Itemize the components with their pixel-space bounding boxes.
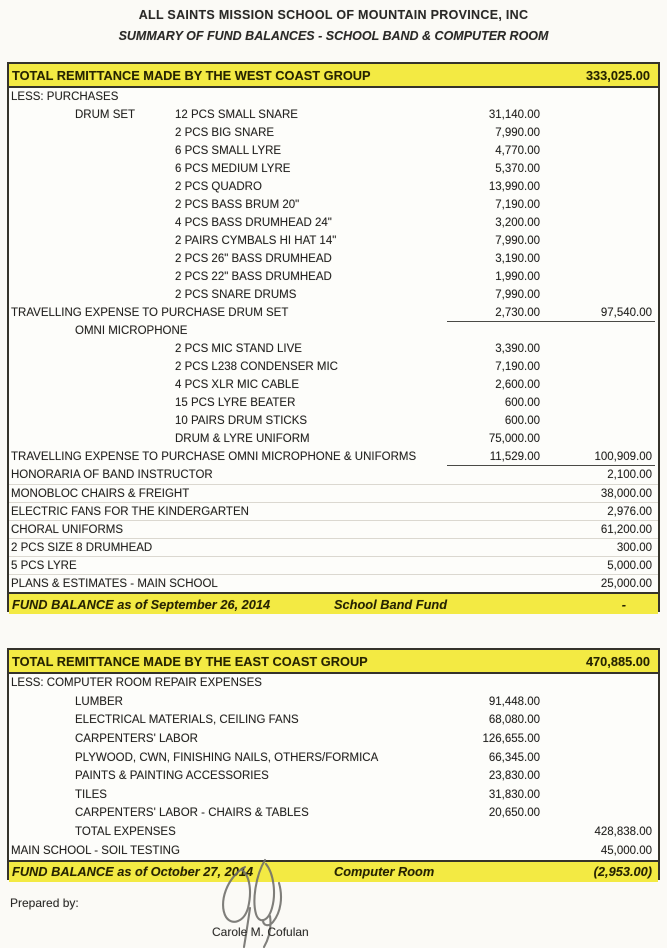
row-label: 12 PCS SMALL SNARE — [175, 109, 298, 121]
row-label: 2 PCS BIG SNARE — [175, 127, 275, 139]
table-row — [9, 358, 658, 376]
row-label: HONORARIA OF BAND INSTRUCTOR — [11, 469, 213, 481]
table-row — [9, 142, 658, 160]
row-amount-col1: 1,990.00 — [495, 271, 540, 283]
row-label: LESS: PURCHASES — [11, 91, 119, 103]
table-row — [9, 214, 658, 232]
document-subtitle: SUMMARY OF FUND BALANCES - SCHOOL BAND & COMPUTER ROOM — [118, 29, 549, 43]
row-amount-col2: 100,909.00 — [594, 451, 652, 463]
row-label: 10 PAIRS DRUM STICKS — [175, 415, 308, 427]
row-amount-col1: 3,200.00 — [495, 217, 540, 229]
table-row — [9, 178, 658, 196]
row-amount-col1: 7,190.00 — [495, 199, 540, 211]
row-label: 6 PCS MEDIUM LYRE — [175, 163, 291, 175]
row-label: 2 PCS L238 CONDENSER MIC — [175, 361, 338, 373]
row-label: 2 PCS 26" BASS DRUMHEAD — [175, 253, 332, 265]
table-row — [9, 322, 658, 340]
row-label: 15 PCS LYRE BEATER — [175, 397, 296, 409]
row-amount-col1: 7,990.00 — [495, 127, 540, 139]
row-label: 2 PCS SNARE DRUMS — [175, 289, 297, 301]
fund-table-west-coast — [7, 62, 660, 612]
row-label: CHORAL UNIFORMS — [11, 523, 124, 536]
fund-table-east-coast — [7, 648, 660, 880]
row-amount-col1: 11,529.00 — [489, 451, 540, 463]
row-label: TOTAL EXPENSES — [75, 826, 176, 839]
row-amount-col1: 3,390.00 — [495, 343, 540, 355]
row-amount-col2: 300.00 — [616, 541, 652, 554]
row-label: 2 PCS 22" BASS DRUMHEAD — [175, 271, 332, 283]
row-amount-col1: 13,990.00 — [488, 181, 540, 193]
table-row — [9, 394, 658, 412]
row-label: LESS: COMPUTER ROOM REPAIR EXPENSES — [11, 677, 262, 690]
row-amount-col2: 428,838.00 — [594, 826, 652, 839]
row-amount-col1: 3,190.00 — [495, 253, 540, 265]
prepared-by-name: Carole M. Cofulan — [212, 925, 309, 939]
table-row — [9, 412, 658, 430]
row-amount-col1: 75,000.00 — [488, 433, 540, 445]
row-label: MONOBLOC CHAIRS & FREIGHT — [11, 487, 190, 500]
table-body — [9, 674, 658, 860]
row-label: LUMBER — [75, 695, 123, 708]
row-label: 6 PCS SMALL LYRE — [175, 145, 282, 157]
row-amount-col2: 38,000.00 — [600, 487, 652, 500]
row-amount-col2: 45,000.00 — [600, 844, 652, 857]
fund-balance-label: FUND BALANCE as of October 27, 2014 — [12, 864, 254, 880]
row-label: 2 PCS QUADRO — [175, 181, 262, 193]
row-amount-col1: 68,080.00 — [488, 714, 540, 727]
row-amount-col1: 66,345.00 — [488, 751, 540, 764]
row-label: PLYWOOD, CWN, FINISHING NAILS, OTHERS/FORMICA — [75, 751, 379, 764]
table-row — [9, 88, 658, 106]
row-group-label: DRUM SET — [75, 109, 136, 121]
table-row — [9, 711, 658, 730]
table-row — [9, 466, 658, 484]
row-amount-col2: 5,000.00 — [607, 559, 652, 572]
row-amount-col1: 7,190.00 — [495, 361, 540, 373]
table-row — [9, 484, 658, 502]
table-header-row — [9, 650, 658, 674]
row-label: TRAVELLING EXPENSE TO PURCHASE OMNI MICROPHONE & UNIFORMS — [11, 451, 417, 463]
table-row — [9, 286, 658, 304]
row-label: DRUM & LYRE UNIFORM — [175, 433, 310, 445]
table-row — [9, 748, 658, 767]
row-amount-col1: 7,990.00 — [495, 235, 540, 247]
table-row — [9, 106, 658, 124]
row-amount-col2: 25,000.00 — [600, 577, 652, 590]
row-amount-col1: 600.00 — [504, 415, 540, 427]
row-amount-col2: 97,540.00 — [600, 307, 652, 319]
table-row — [9, 448, 658, 466]
row-label: 2 PAIRS CYMBALS HI HAT 14" — [175, 235, 337, 247]
row-label: OMNI MICROPHONE — [75, 325, 188, 337]
table-row — [9, 268, 658, 286]
row-amount-col1: 600.00 — [504, 397, 540, 409]
row-label: CARPENTERS' LABOR - CHAIRS & TABLES — [75, 807, 309, 820]
fund-balance-row — [9, 592, 658, 614]
row-label: 4 PCS BASS DRUMHEAD 24" — [175, 217, 332, 229]
table-row — [9, 160, 658, 178]
table-row — [9, 538, 658, 556]
row-label: PAINTS & PAINTING ACCESSORIES — [75, 770, 269, 783]
table-row — [9, 340, 658, 358]
row-amount-col2: 2,100.00 — [607, 469, 652, 481]
table-row — [9, 693, 658, 712]
table-row — [9, 674, 658, 693]
table-row — [9, 841, 658, 860]
row-label: TRAVELLING EXPENSE TO PURCHASE DRUM SET — [11, 307, 289, 319]
row-label: TILES — [75, 788, 107, 801]
row-label: ELECTRICAL MATERIALS, CEILING FANS — [75, 714, 299, 727]
table-header-label: TOTAL REMITTANCE MADE BY THE WEST COAST GROUP — [12, 67, 371, 83]
table-row — [9, 376, 658, 394]
row-amount-col1: 2,730.00 — [495, 307, 540, 319]
row-label: 2 PCS SIZE 8 DRUMHEAD — [11, 541, 153, 554]
table-body — [9, 88, 658, 592]
row-amount-col1: 2,600.00 — [495, 379, 540, 391]
row-amount-col1: 7,990.00 — [495, 289, 540, 301]
row-amount-col1: 126,655.00 — [482, 733, 540, 746]
row-amount-col1: 20,650.00 — [488, 807, 540, 820]
table-row — [9, 823, 658, 842]
table-row — [9, 520, 658, 538]
table-row — [9, 502, 658, 520]
table-row — [9, 804, 658, 823]
table-row — [9, 250, 658, 268]
row-amount-col1: 91,448.00 — [488, 695, 540, 708]
row-amount-col2: 2,976.00 — [607, 505, 652, 518]
row-amount-col1: 31,830.00 — [488, 788, 540, 801]
table-header-row — [9, 64, 658, 88]
fund-balance-label: FUND BALANCE as of September 26, 2014 — [12, 596, 271, 612]
prepared-by-label: Prepared by: — [10, 896, 79, 910]
row-label: MAIN SCHOOL - SOIL TESTING — [11, 844, 180, 857]
table-row — [9, 196, 658, 214]
row-amount-col1: 4,770.00 — [495, 145, 540, 157]
table-row — [9, 730, 658, 749]
row-label: CARPENTERS' LABOR — [75, 733, 198, 746]
table-row — [9, 574, 658, 592]
row-label: 5 PCS LYRE — [11, 559, 77, 572]
table-row — [9, 786, 658, 805]
fund-name-label: School Band Fund — [334, 596, 448, 612]
table-header-amount: 333,025.00 — [585, 67, 650, 83]
row-amount-col1: 23,830.00 — [488, 770, 540, 783]
table-header-label: TOTAL REMITTANCE MADE BY THE EAST COAST GROUP — [12, 653, 368, 669]
table-row — [9, 767, 658, 786]
row-label: 4 PCS XLR MIC CABLE — [175, 379, 299, 391]
table-row — [9, 232, 658, 250]
row-label: ELECTRIC FANS FOR THE KINDERGARTEN — [11, 505, 249, 518]
table-row — [9, 124, 658, 142]
row-amount-col1: 31,140.00 — [488, 109, 540, 121]
row-label: 2 PCS BASS BRUM 20" — [175, 199, 300, 211]
fund-balance-amount: - — [621, 596, 626, 612]
table-header-amount: 470,885.00 — [585, 653, 650, 669]
fund-name-label: Computer Room — [334, 864, 435, 880]
fund-balance-row — [9, 860, 658, 882]
fund-balance-amount: (2,953.00) — [593, 864, 652, 880]
table-row — [9, 430, 658, 448]
table-row — [9, 304, 658, 322]
document-title: ALL SAINTS MISSION SCHOOL OF MOUNTAIN PROVINCE, INC — [138, 8, 529, 22]
row-label: 2 PCS MIC STAND LIVE — [175, 343, 302, 355]
table-row — [9, 556, 658, 574]
row-label: PLANS & ESTIMATES - MAIN SCHOOL — [11, 577, 218, 590]
row-amount-col2: 61,200.00 — [600, 523, 652, 536]
row-amount-col1: 5,370.00 — [495, 163, 540, 175]
